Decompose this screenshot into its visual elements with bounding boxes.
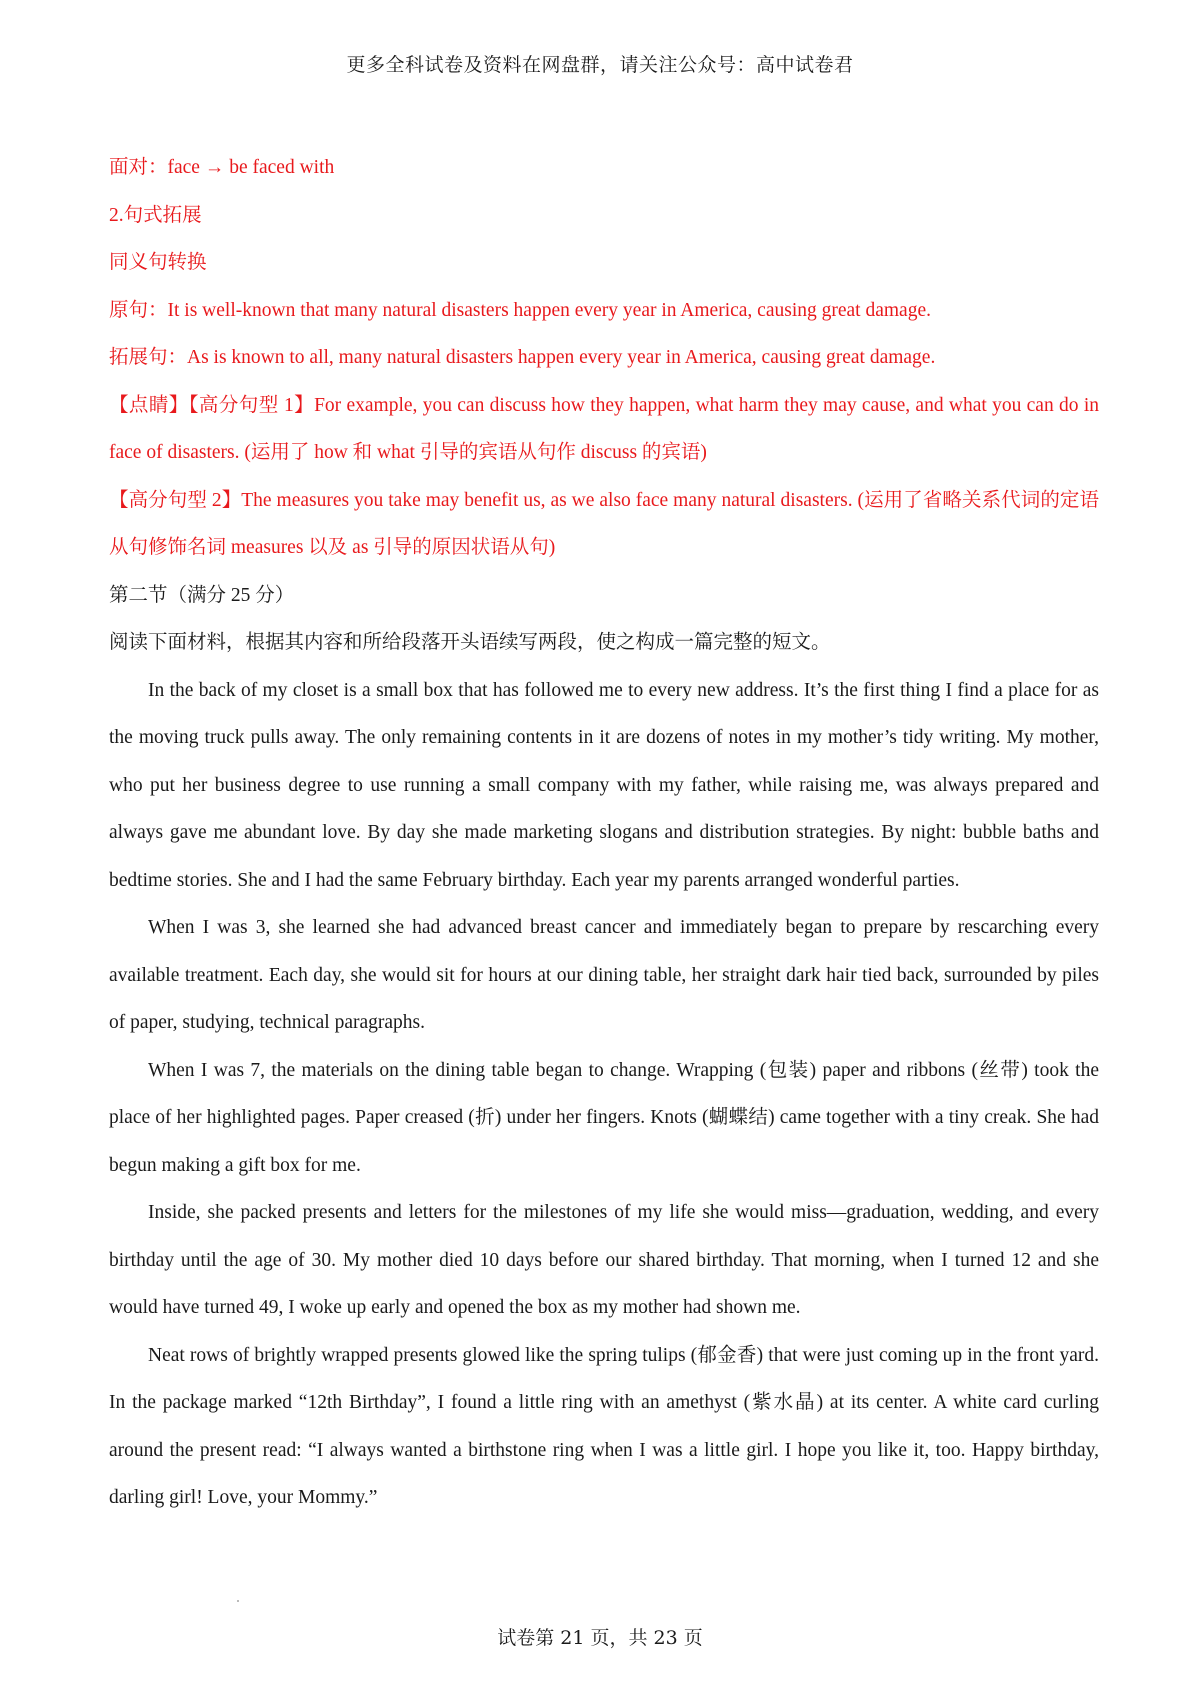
vocab-face-line: 面对：face → be faced with [109, 157, 335, 178]
story-paragraph-3: When I was 7, the materials on the dining table began to change. Wrapping (包装) paper and ribbons (丝带) took the place of her highlighted pages. Paper creased (折) under her fingers. Knots (蝴蝶结) came together with a tiny creak. She had begun making a gift box for me. [109, 1059, 1099, 1176]
highlight-pattern-1: 【点睛】【高分句型 1】For example, you can discuss how they happen, what harm they may cause, and what you can do in face of disasters. (运用了 how 和 what 引导的宾语从句作 discuss 的宾语) [109, 394, 1099, 463]
page-footer: 试卷第 21 页，共 23 页 [497, 1627, 703, 1649]
section-two-title: 第二节（满分 25 分） [109, 584, 295, 606]
document-body [109, 144, 1099, 1522]
expanded-sentence: 拓展句：As is known to all, many natural disasters happen every year in America, causing great damage. [109, 347, 936, 368]
story-paragraph-5: Neat rows of brightly wrapped presents glowed like the spring tulips (郁金香) that were just coming up in the front yard. In the package marked “12th Birthday”, I found a little ring with an amethyst (紫水晶) at its center. A white card curling around the present read: “I always wanted a birthstone ring when I was a little girl. I hope you like it, too. Happy birthday, darling girl! Love, your Mommy.” [109, 1344, 1099, 1508]
section-instruction: 阅读下面材料，根据其内容和所给段落开头语续写两段，使之构成一篇完整的短文。 [109, 632, 831, 653]
highlight-pattern-2: 【高分句型 2】The measures you take may benefit us, as we also face many natural disasters. (运用了省略关系代词的定语从句修饰名词 measures 以及 as 引导的原因状语从句) [109, 489, 1099, 558]
story-paragraph-4: Inside, she packed presents and letters for the milestones of my life she would miss—graduation, wedding, and every birthday until the age of 30. My mother died 10 days before our shared birthday. That morning, when I turned 12 and she would have turned 49, I woke up early and opened the box as my mother had shown me. [109, 1202, 1099, 1318]
section-title-sentence-expansion: 2.句式拓展 [109, 204, 202, 226]
original-sentence: 原句：It is well-known that many natural disasters happen every year in America, causing great damage. [109, 299, 931, 321]
synonym-conversion-title: 同义句转换 [109, 252, 207, 273]
page-header-banner: 更多全科试卷及资料在网盘群，请关注公众号：高中试卷君 [346, 54, 854, 76]
story-paragraph-2: When I was 3, she learned she had advanced breast cancer and immediately began to prepare by rescarching every available treatment. Each day, she would sit for hours at our dining table, her straight dark hair tied back, surrounded by piles of paper, studying, technical paragraphs. [109, 917, 1099, 1033]
scan-dot [237, 1600, 239, 1602]
story-paragraph-1: In the back of my closet is a small box that has followed me to every new address. It’s the first thing I find a place for as the moving truck pulls away. The only remaining contents in it are dozens of notes in my mother’s tidy writing. My mother, who put her business degree to use running a small company with my father, while raising me, was always prepared and always gave me abundant love. By day she made marketing slogans and distribution strategies. By night: bubble baths and bedtime stories. She and I had the same February birthday. Each year my parents arranged wonderful parties. [109, 679, 1099, 891]
